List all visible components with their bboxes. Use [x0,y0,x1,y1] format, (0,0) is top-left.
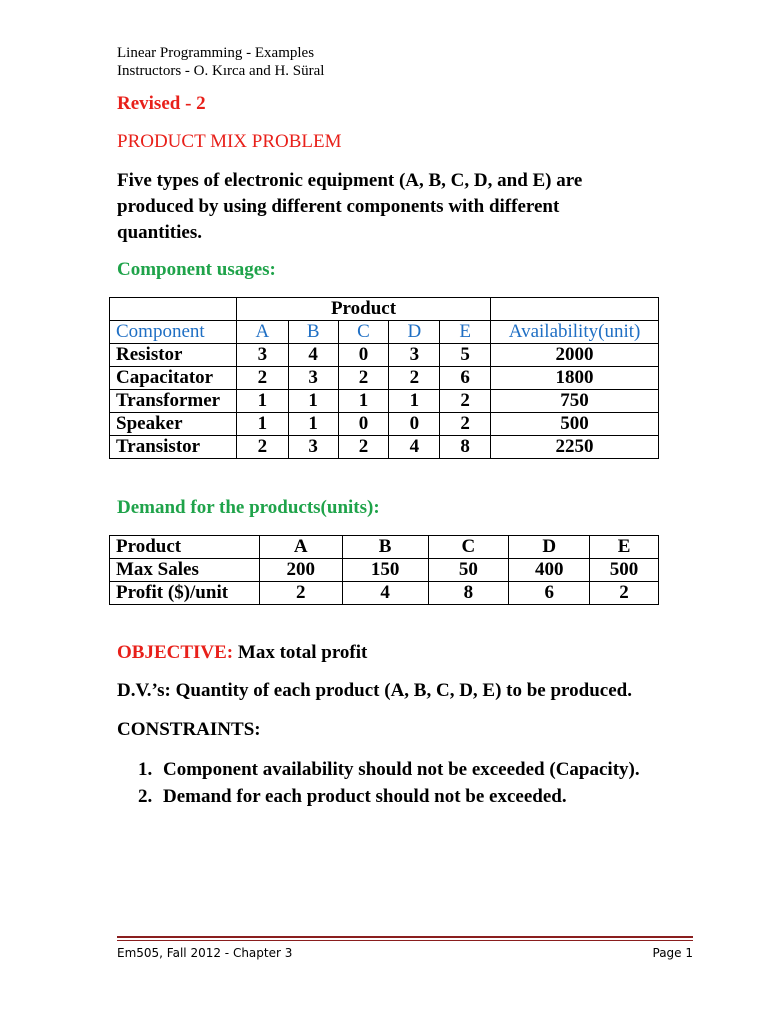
constraint-text: Component availability should not be exceeded (Capacity). [163,759,640,780]
column-header: Product [110,536,260,559]
column-header: D [389,321,440,344]
revision-label: Revised - 2 [117,93,206,114]
usage-cell: 1 [236,413,288,436]
usage-cell: 2 [338,367,389,390]
objective-label: OBJECTIVE: [117,642,234,663]
demand-cell: 400 [509,559,590,582]
decision-variables-line [117,680,632,702]
column-header: E [590,536,659,559]
column-header-row [110,321,659,344]
table-header-row [110,536,659,559]
usage-cell: 1 [288,413,338,436]
usage-cell: 2 [236,436,288,459]
intro-paragraph: Five types of electronic equipment (A, B, C, D, and E) are produced by using different components with different quantities. [117,170,583,243]
usage-cell: 2 [389,367,440,390]
demand-cell: 50 [428,559,509,582]
list-number: 1. [138,759,153,780]
profit-cell: 2 [259,582,342,605]
usage-cell: 1 [389,390,440,413]
row-label: Profit ($)/unit [110,582,260,605]
column-header: Component [110,321,237,344]
usage-cell: 6 [440,367,491,390]
table-row [110,582,659,605]
table-row [110,344,659,367]
usage-cell: 0 [338,413,389,436]
constraints-list [138,756,640,810]
usage-cell: 3 [288,367,338,390]
table-row [110,436,659,459]
column-header: B [288,321,338,344]
column-header: D [509,536,590,559]
usage-cell: 1 [236,390,288,413]
availability-cell: 2250 [491,436,659,459]
component-usages-heading: Component usages: [117,259,276,280]
column-header: C [338,321,389,344]
list-item [138,756,640,783]
constraint-text: Demand for each product should not be exceeded. [163,786,567,807]
usage-cell: 1 [288,390,338,413]
header-course-title: Linear Programming - Examples [117,45,315,61]
usage-cell: 2 [338,436,389,459]
component-name: Transistor [110,436,237,459]
usage-cell: 3 [288,436,338,459]
profit-cell: 4 [342,582,428,605]
page-title: PRODUCT MIX PROBLEM [117,131,342,152]
profit-cell: 6 [509,582,590,605]
usage-cell: 2 [440,413,491,436]
usage-cell: 5 [440,344,491,367]
column-header: E [440,321,491,344]
usage-cell: 2 [440,390,491,413]
table-row [110,413,659,436]
availability-cell: 1800 [491,367,659,390]
column-header: A [259,536,342,559]
row-label: Max Sales [110,559,260,582]
usage-cell: 4 [389,436,440,459]
header-instructors: Instructors - O. Kırca and H. Süral [117,63,325,79]
component-name: Capacitator [110,367,237,390]
header-cell [110,298,237,321]
availability-cell: 750 [491,390,659,413]
dvs-label: D.V.’s: [117,680,171,701]
availability-cell: 500 [491,413,659,436]
table-header-row [110,298,659,321]
usage-cell: 3 [236,344,288,367]
component-name: Resistor [110,344,237,367]
dvs-text: Quantity of each product (A, B, C, D, E) to be produced. [170,680,632,701]
usage-cell: 2 [236,367,288,390]
constraints-heading: CONSTRAINTS: [117,719,261,740]
table-row [110,559,659,582]
column-header: A [236,321,288,344]
demand-heading: Demand for the products(units): [117,497,380,518]
profit-cell: 2 [590,582,659,605]
column-header: B [342,536,428,559]
table-row [110,367,659,390]
availability-cell: 2000 [491,344,659,367]
profit-cell: 8 [428,582,509,605]
footer-rule [117,936,693,938]
component-usage-table [109,297,659,459]
list-item [138,783,640,810]
demand-table [109,535,659,605]
objective-text: Max total profit [233,642,368,663]
usage-cell: 4 [288,344,338,367]
objective-line [117,642,367,664]
usage-cell: 0 [389,413,440,436]
usage-cell: 0 [338,344,389,367]
page-number: Page 1 [652,946,693,960]
demand-cell: 200 [259,559,342,582]
table-row [110,390,659,413]
component-name: Transformer [110,390,237,413]
usage-cell: 3 [389,344,440,367]
demand-cell: 500 [590,559,659,582]
usage-cell: 8 [440,436,491,459]
footer-rule-thin [117,940,693,941]
usage-cell: 1 [338,390,389,413]
header-cell [491,298,659,321]
column-header: C [428,536,509,559]
footer-course: Em505, Fall 2012 - Chapter 3 [117,946,293,960]
column-header: Availability(unit) [491,321,659,344]
list-number: 2. [138,786,153,807]
component-name: Speaker [110,413,237,436]
product-header: Product [236,298,490,321]
demand-cell: 150 [342,559,428,582]
